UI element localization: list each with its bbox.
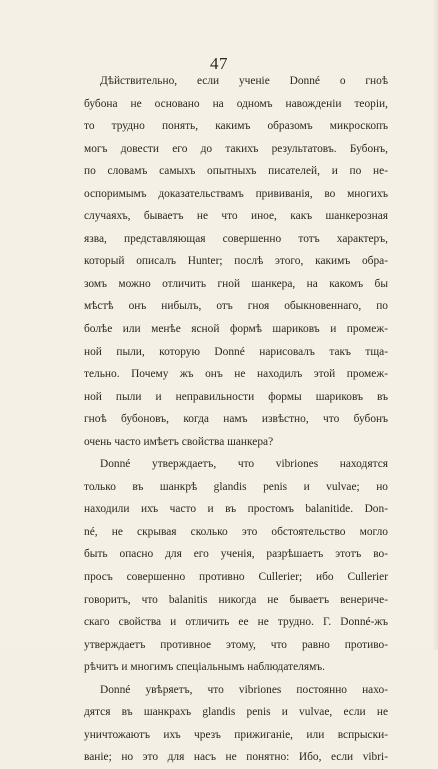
text-line: очень часто имѣетъ свойства шанкера? [84, 435, 274, 448]
text-line: ваніе; но это для насъ не понятно: Ибо, если vibri- [84, 751, 388, 764]
text-line: ной пыли и неправильности формы шариковъ въ [84, 390, 388, 403]
text-line: болѣе или менѣе ясной формѣ шариковъ и промеж- [84, 323, 388, 336]
text-line: по словамъ самыхъ опытныхъ писателей, и по не- [84, 165, 388, 178]
text-line: ной пыли, которую Donné нарисовалъ такъ тща- [84, 345, 388, 358]
text-line: зомъ можно отличить гной шанкера, на какомъ бы [84, 277, 388, 290]
text-line: мѣстѣ онъ нибылъ, отъ гноя обыкновеннаго, по [84, 300, 388, 313]
text-line: только въ шанкрѣ glandis penis и vulvae; но [84, 480, 388, 493]
text-line: скаго свойства и отличить ее не трудно. Г. Donné-жъ [84, 616, 388, 629]
text-line: рѣчитъ и многимъ спеціальнымъ наблюдателямъ. [84, 661, 326, 674]
text-line: Donné увѣряетъ, что vibriones постоянно нахо- [100, 683, 388, 696]
body-text [84, 70, 388, 769]
text-line: находили ихъ часто и въ простомъ balanitide. Don- [84, 503, 388, 516]
paragraph-2 [84, 453, 388, 678]
text-line: Donné утверждаетъ, что vibriones находятся [100, 458, 388, 471]
text-line: бубона не основано на одномъ навожденіи теоріи, [84, 97, 388, 110]
text-line: просъ совершенно противно Cullerier; ибо Cullerier [84, 571, 388, 584]
page-edge-shadow [432, 0, 438, 650]
text-line: уничтожаютъ ихъ чрезъ прижиганіе, или вспрыски- [84, 728, 388, 741]
text-line: Дѣйствительно, если ученіе Donné о гноѣ [100, 75, 388, 87]
text-line: случаяхъ, бываетъ не что иное, какъ шанкерозная [84, 210, 388, 223]
text-line: который описалъ Hunter; послѣ этого, какимъ обра- [84, 255, 388, 268]
text-line: né, не скрывая сколько это обстоятельство могло [84, 525, 388, 538]
text-line: утверждаетъ противное этому, что равно противо- [84, 638, 388, 651]
text-line: тельно. Почему жъ онъ не находилъ этой промеж- [84, 368, 388, 381]
text-line: говоритъ, что balanitis никогда не бываетъ венериче- [84, 593, 388, 606]
text-line: язва, представляющая совершенно тотъ характеръ, [84, 232, 388, 245]
paragraph-3 [84, 679, 388, 769]
text-line: оспоримымъ доказательствамъ прививанія, во многихъ [84, 187, 388, 200]
text-line: дятся въ шанкрахъ glandis penis и vulvae, если не [84, 706, 388, 719]
text-line: могъ довести его до такихъ результатовъ. Бубонъ, [84, 142, 388, 155]
paragraph-1 [84, 70, 388, 453]
text-line: то трудно понять, какимъ образомъ микроскопъ [84, 120, 388, 133]
page-number: 47 [210, 54, 228, 73]
text-line: быть опасно для его ученія, разрѣшаетъ этотъ во- [84, 548, 388, 561]
text-line: гноѣ бубоновъ, когда намъ извѣстно, что бубонъ [84, 413, 388, 426]
